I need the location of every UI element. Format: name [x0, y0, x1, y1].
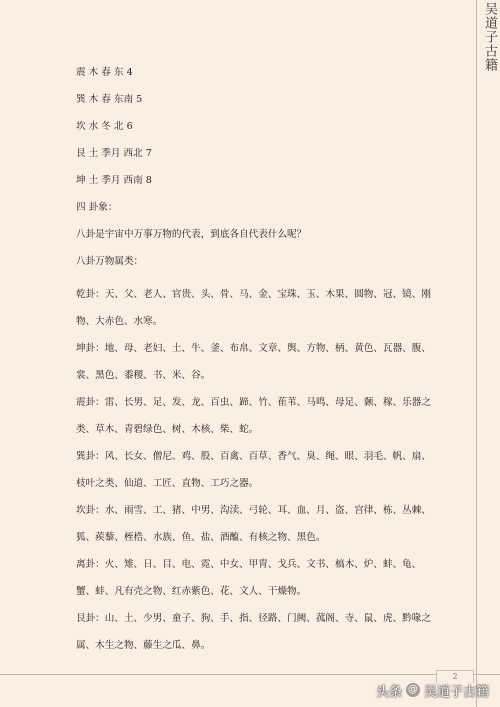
- trigram-line-kan: 坎 水 冬 北 6: [76, 121, 133, 132]
- page-right-border: [476, 0, 477, 707]
- trigram-line-gen: 艮 土 季月 西北 7: [76, 148, 152, 159]
- watermark-author: 吴道子古籍: [424, 684, 490, 700]
- list-heading: 八卦万物属类：: [76, 256, 144, 267]
- page-number: 2: [436, 670, 474, 683]
- paragraph-gen: 艮卦：山、土、少男、童子、狗、手、指、径路、门阙、菰阁、寺、鼠、虎、黔喙之属、木生之物、藤生之瓜、鼻。: [76, 613, 431, 651]
- intro-question: 八卦是宇宙中万事万物的代表，到底各自代表什么呢？: [76, 229, 307, 240]
- paragraph-qian: 乾卦：天、父、老人、官贵、头、骨、马、金、宝珠、玉、木果、圆物、冠、镜、刚物、大赤色、水寒。: [76, 289, 431, 327]
- document-body: [76, 65, 432, 659]
- paragraph-zhen: 震卦：雷、长男、足、发、龙、百虫、蹄、竹、萑苇、马鸣、母足、颡、稼、乐器之类、草木、青碧绿色、树、木核、柴、蛇。: [76, 397, 431, 435]
- paragraph-xun: 巽卦：风、长女、僧尼、鸡、股、百禽、百草、香气、臭、绳、眼、羽毛、帆、扇、枝叶之类、仙道、工匠、直物、工巧之器。: [76, 451, 431, 489]
- trigram-line-zhen: 震 木 春 东 4: [76, 67, 133, 78]
- side-title: 吴道子古籍: [482, 2, 497, 72]
- paragraph-li: 离卦：火、雉、日、目、电、霓、中女、甲胄、戈兵、文书、槁木、炉、蚌、龟、蟹、蚌、凡有壳之物、红赤紫色、花、文人、干燥物。: [76, 559, 422, 597]
- section-heading: 四 卦象：: [76, 202, 118, 213]
- at-icon: @: [408, 684, 419, 695]
- paragraph-kun: 坤卦：地、母、老妇、土、牛、釜、布帛、文章、舆、方物、柄、黄色、瓦器、腹、裳、黑色、黍稷、书、米、谷。: [76, 343, 431, 381]
- watermark-source: 头条: [376, 684, 403, 700]
- trigram-line-kun: 坤 土 季月 西南 8: [76, 175, 152, 186]
- page-bottom-border: [0, 674, 500, 675]
- watermark: [376, 681, 489, 699]
- trigram-line-xun: 巽 木 春 东南 5: [76, 94, 143, 105]
- paragraph-kan: 坎卦：水、雨雪、工、猪、中男、沟渎、弓轮、耳、血、月、盗、宫律、栋、丛棘、狐、蒺藜、桎梏、水族、鱼、盐、酒醢、有核之物、黑色。: [76, 505, 431, 543]
